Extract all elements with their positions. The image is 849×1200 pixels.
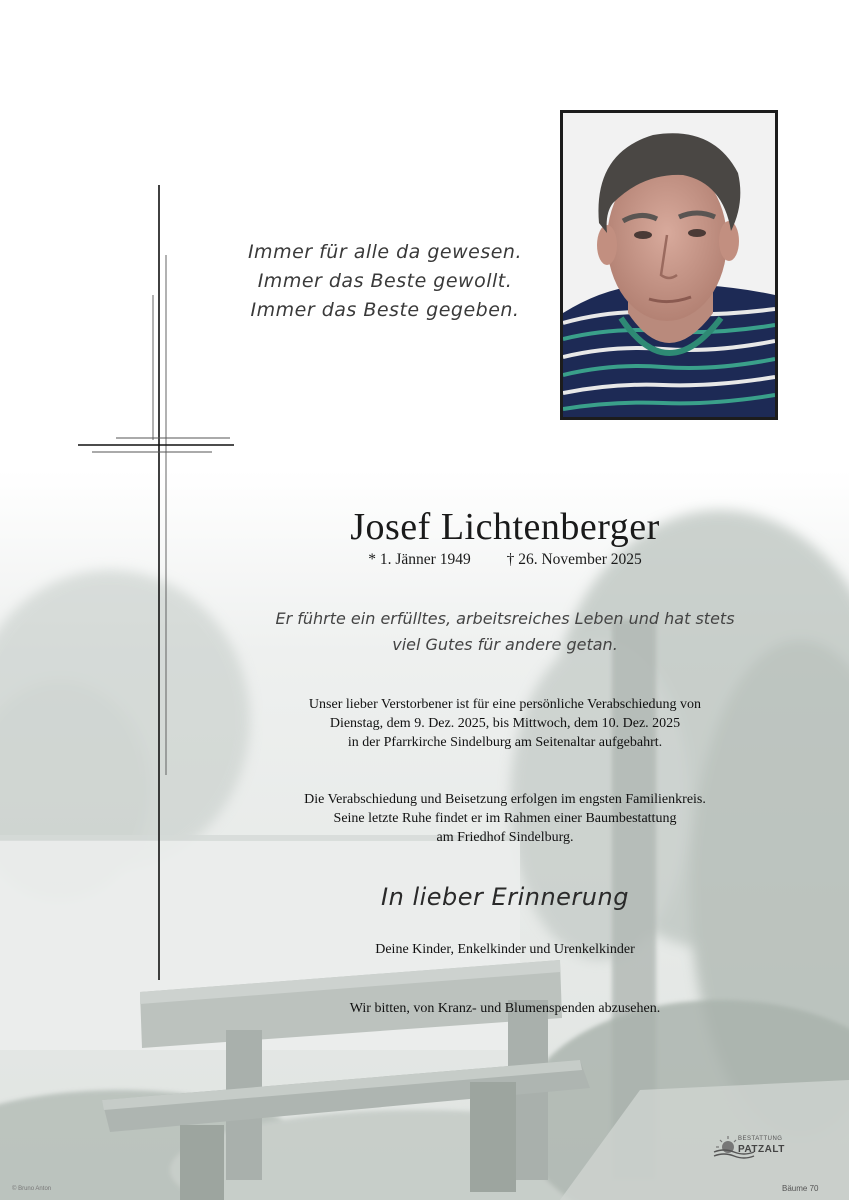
tribute-line: Er führte ein erfülltes, arbeitsreiches Leben und hat stets — [275, 609, 735, 628]
logo-text-main: PATZALT — [738, 1144, 785, 1155]
memory-heading: In lieber Erinnerung — [381, 883, 629, 911]
mourners-line: Deine Kinder, Enkelkinder und Urenkelkinder — [375, 942, 635, 957]
donation-request-line: Wir bitten, von Kranz- und Blumenspenden abzusehen. — [349, 1001, 661, 1016]
death-date: † 26. November 2025 — [506, 551, 642, 568]
quote-line: Immer das Beste gegeben. — [250, 299, 520, 321]
photo-credit: © Bruno Anton — [12, 1186, 52, 1192]
funeral-line: am Friedhof Sindelburg. — [436, 830, 574, 845]
design-code: Bäume 70 — [782, 1184, 819, 1193]
deceased-name: Josef Lichtenberger — [350, 506, 660, 548]
funeral-info — [220, 790, 790, 847]
tribute-text — [235, 606, 775, 658]
funeral-line: Die Verabschiedung und Beisetzung erfolgen im engsten Familienkreis. — [304, 792, 706, 807]
viewing-line: Unser lieber Verstorbener ist für eine persönliche Verabschiedung von — [308, 697, 702, 712]
quote — [220, 238, 550, 325]
birth-date: * 1. Jänner 1949 — [368, 551, 471, 568]
quote-line: Immer für alle da gewesen. — [247, 241, 523, 263]
viewing-line: Dienstag, dem 9. Dez. 2025, bis Mittwoch, dem 10. Dez. 2025 — [329, 716, 681, 731]
portrait-image — [563, 113, 775, 417]
mourners — [220, 940, 790, 959]
life-dates — [250, 551, 760, 569]
funeral-line: Seine letzte Ruhe findet er im Rahmen einer Baumbestattung — [333, 811, 677, 826]
donation-request — [220, 999, 790, 1018]
viewing-line: in der Pfarrkirche Sindelburg am Seitenaltar aufgebahrt. — [347, 735, 663, 750]
viewing-info — [220, 695, 790, 752]
portrait-photo — [560, 110, 778, 420]
quote-line: Immer das Beste gewollt. — [257, 270, 513, 292]
logo-text-top: BESTATTUNG — [738, 1136, 783, 1142]
tribute-line: viel Gutes für andere getan. — [392, 635, 618, 654]
